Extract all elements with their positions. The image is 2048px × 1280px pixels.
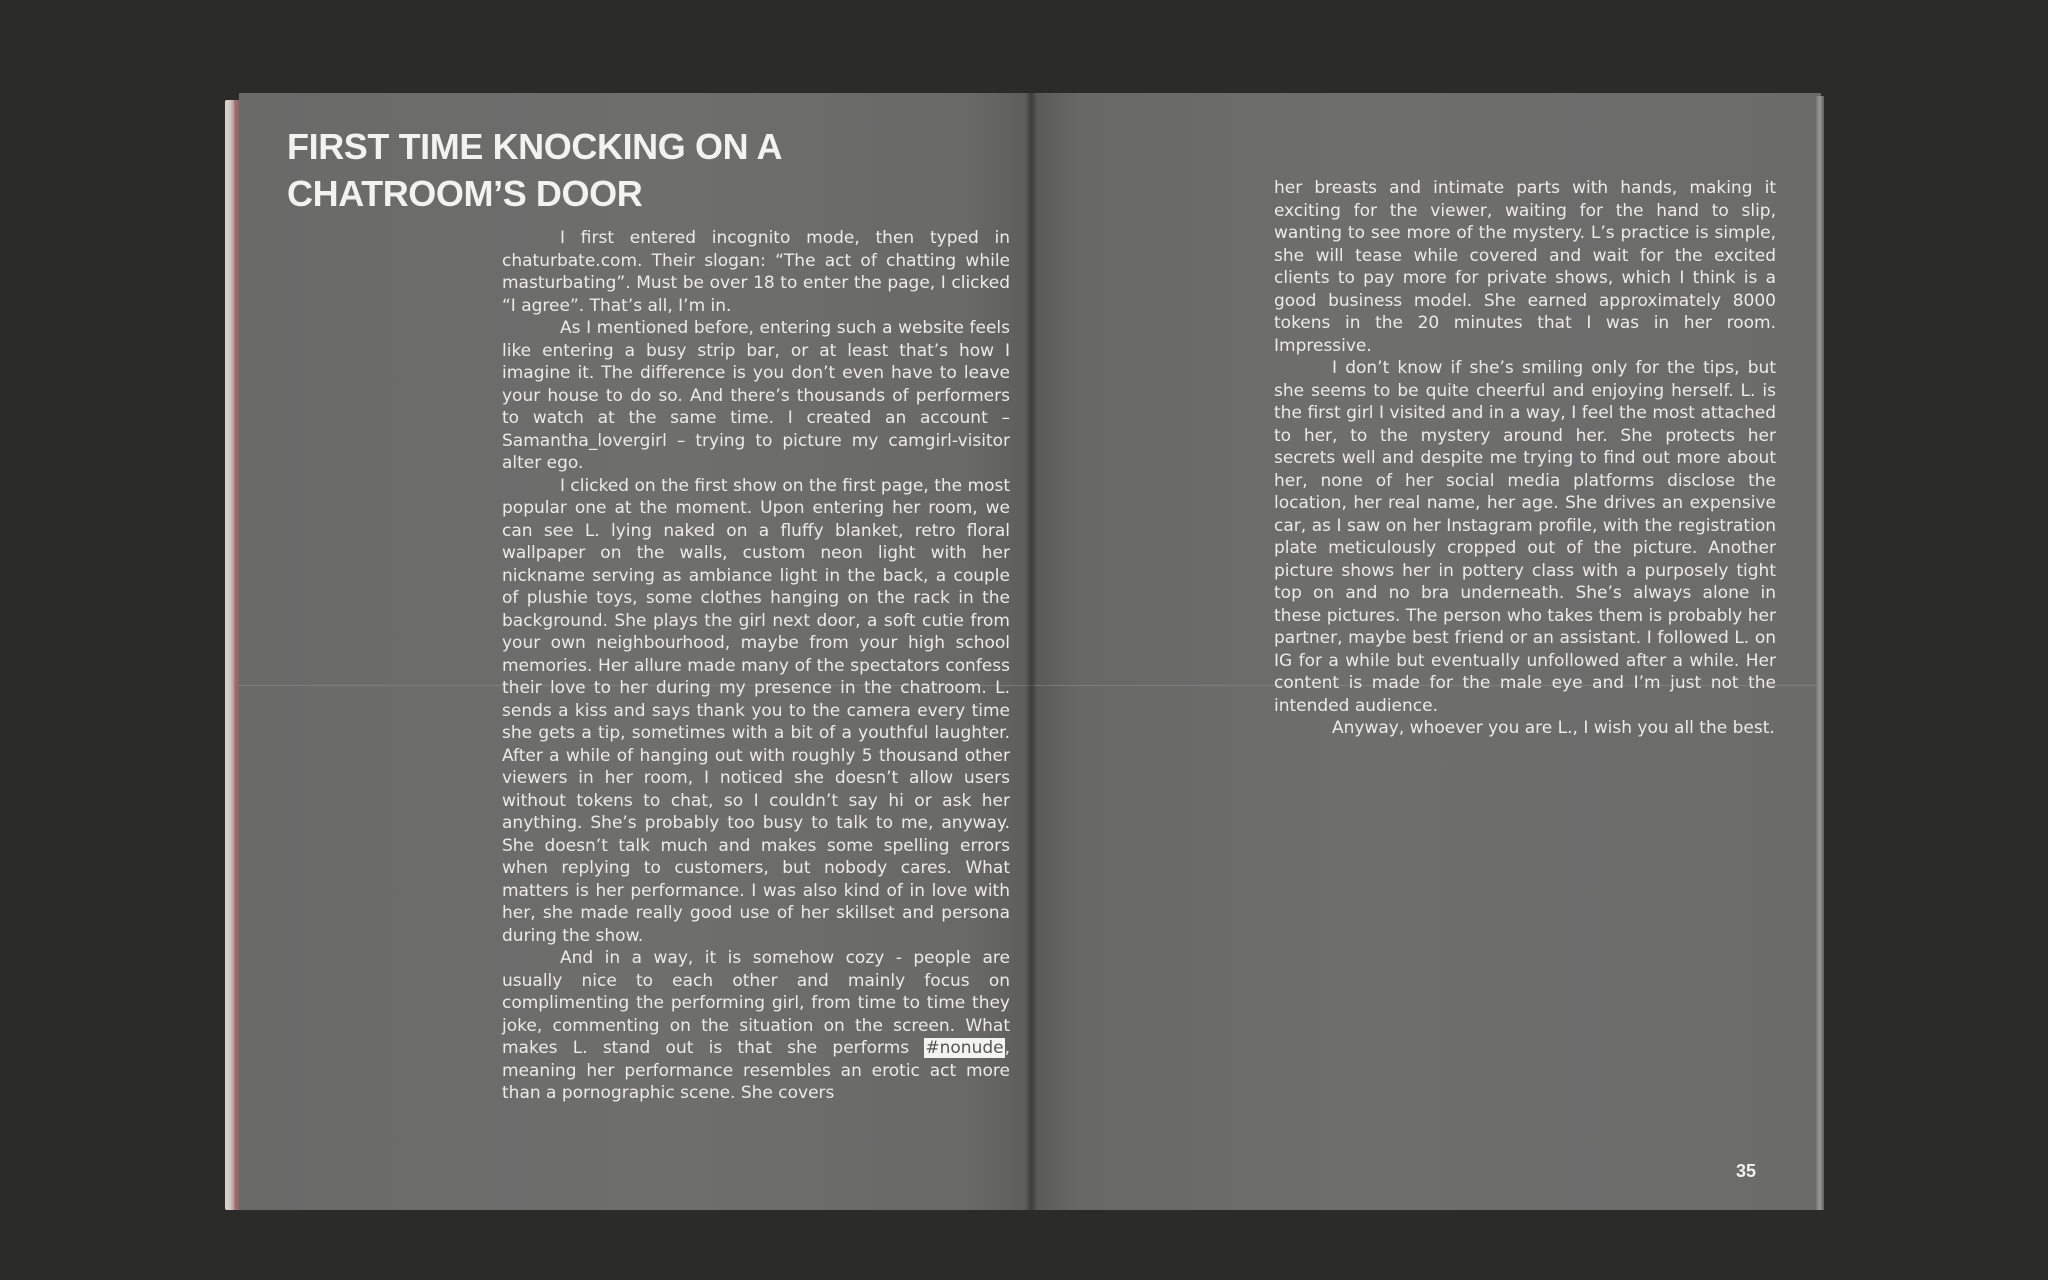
left-page: [239, 93, 1031, 1210]
paragraph: [502, 947, 1010, 1105]
book-gutter: [1025, 93, 1037, 1210]
paragraph: I don’t know if she’s smiling only for the tips, but she seems to be quite cheerful and enjoying herself. L. is the first girl I visited and in a way, I feel the most attached to her, to the mystery around her. She protects her secrets well and despite me trying to find out more about her, none of her social media platforms disclose the location, her real name, her age. She drives an expensive car, as I saw on her Instagram profile, with the registration plate meticulously cropped out of the picture. Another picture shows her in pottery class with a purposely tight top on and no bra underneath. She’s always alone in these pictures. The person who takes them is probably her partner, maybe best friend or an assistant. I followed L. on IG for a while but eventually unfollowed after a while. Her content is made for the male eye and I’m just not the intended audience.: [1274, 358, 1776, 716]
nonude-hashtag-highlight: #nonude: [925, 1038, 1004, 1058]
right-text-column: [1274, 177, 1776, 740]
paragraph: Anyway, whoever you are L., I wish you all the best.: [1332, 718, 1775, 738]
paragraph: I clicked on the first show on the first page, the most popular one at the moment. Upon entering her room, we can see L. lying naked on a fluffy blanket, retro floral wallpaper on the walls, custom neon light with her nickname serving as ambiance light in the back, a couple of plushie toys, some clothes hanging on the rack in the background. She plays the girl next door, a soft cutie from your own neighbourhood, maybe from your high school memories. Her allure made many of the spectators confess their love to her during my presence in the chatroom. L. sends a kiss and says thank you to the camera every time she gets a tip, sometimes with a bit of a youthful laughter. After a while of hanging out with roughly 5 thousand other viewers in her room, I noticed she doesn’t allow users without tokens to chat, so I couldn’t say hi or ask her anything. She’s probably too busy to talk to me, anyway. She doesn’t talk much and makes some spelling errors when replying to customers, but nobody cares. What matters is her performance. I was also kind of in love with her, she made really good use of her skillset and persona during the show.: [502, 475, 1010, 946]
paragraph-text: , meaning her performance resembles an erotic act more than a pornographic scene. She covers: [502, 1038, 1010, 1103]
article-title: FIRST TIME KNOCKING ON A CHATROOM’S DOOR: [287, 126, 783, 214]
paragraph: her breasts and intimate parts with hands, making it exciting for the viewer, waiting for the hand to slip, wanting to see more of the mystery. L’s practice is simple, she will tease while covered and wait for the excited clients to pay more for private shows, which I think is a good business model. She earned approximately 8000 tokens in the 20 minutes that I was in her room. Impressive.: [1274, 178, 1776, 356]
paragraph: I first entered incognito mode, then typed in chaturbate.com. Their slogan: “The act of chatting while masturbating”. Must be over 18 to enter the page, I clicked “I agree”. That’s all, I’m in.: [502, 228, 1010, 316]
page-number: 35: [1736, 1161, 1757, 1181]
paragraph: As I mentioned before, entering such a website feels like entering a busy strip bar, or at least that’s how I imagine it. The difference is you don’t even have to leave your house to do so. And there’s thousands of performers to watch at the same time. I created an account – Samantha_lovergirl – trying to picture my camgirl-visitor alter ego.: [502, 318, 1010, 473]
left-text-column: [502, 227, 1010, 1105]
right-page: [1031, 93, 1821, 1210]
right-page-edge: [1816, 96, 1824, 1210]
paragraph-text: And in a way, it is somehow cozy - people are usually nice to each other and mainly focus on complimenting the performing girl, from time to time they joke, commenting on the situation on the screen. What makes L. stand out is that she performs: [502, 948, 1010, 1058]
